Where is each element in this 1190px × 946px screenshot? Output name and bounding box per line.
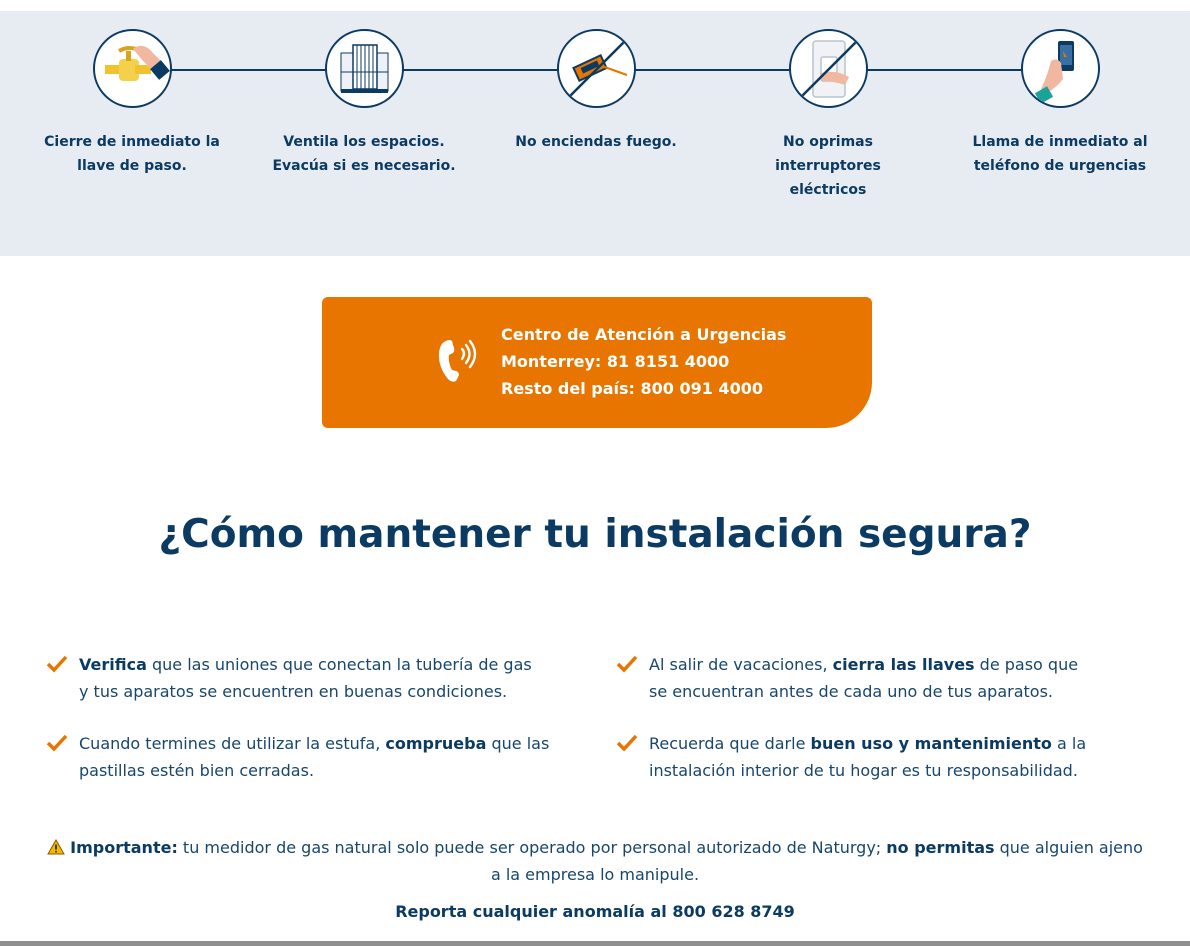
tip-item xyxy=(616,730,1096,784)
step-label-line1: No oprimas interruptores xyxy=(775,134,881,174)
step-label-line1: Cierre de inmediato la xyxy=(44,134,220,150)
step-label-line1: No enciendas fuego. xyxy=(515,134,677,150)
tip-bold: cierra las llaves xyxy=(832,655,975,674)
tip-text: a la instalación interior de tu hogar es tu responsabilidad. xyxy=(649,734,1087,780)
section-heading: ¿Cómo mantener tu instalación segura? xyxy=(158,512,1032,557)
step-label-line1: Ventila los espacios. xyxy=(283,134,445,150)
important-note xyxy=(45,834,1145,888)
note-text-end: que alguien ajeno a la empresa lo manipule. xyxy=(490,838,1143,884)
emergency-title: Centro de Atención a Urgencias xyxy=(501,325,787,344)
step-no-switches xyxy=(728,29,928,202)
tip-item xyxy=(616,651,1096,705)
tip-bold: buen uso y mantenimiento xyxy=(810,734,1052,753)
note-text: tu medidor de gas natural solo puede ser operado por personal autorizado de Naturgy; xyxy=(177,838,887,857)
checkmark-icon xyxy=(46,734,68,752)
no-switch-icon xyxy=(789,29,868,108)
step-no-fire xyxy=(496,29,696,154)
no-matches-icon xyxy=(557,29,636,108)
step-label-line2: eléctricos xyxy=(789,182,867,198)
tip-text: de paso que se encuentran antes de cada uno de tus aparatos. xyxy=(649,655,1079,701)
phone-hand-icon xyxy=(1021,29,1100,108)
step-label-line1: Llama de inmediato al xyxy=(972,134,1148,150)
report-anomaly-link[interactable]: Reporta cualquier anomalía al 800 628 8749 xyxy=(395,902,795,921)
emergency-steps-band xyxy=(0,11,1190,256)
emergency-phone-national[interactable]: Resto del país: 800 091 4000 xyxy=(501,379,763,398)
step-ventilate xyxy=(264,29,464,178)
tip-item xyxy=(46,730,576,784)
tip-item xyxy=(46,651,546,705)
note-warning: no permitas xyxy=(886,838,995,857)
tip-text: que las pastillas estén bien cerradas. xyxy=(79,734,550,780)
warning-icon xyxy=(47,839,65,855)
note-label: Importante: xyxy=(70,838,178,857)
step-label-line2: teléfono de urgencias xyxy=(973,158,1147,174)
step-close-valve xyxy=(32,29,232,178)
tip-text: Cuando termines de utilizar la estufa, xyxy=(79,734,386,753)
step-call xyxy=(960,29,1160,178)
window-icon xyxy=(325,29,404,108)
tip-text: que las uniones que conectan la tubería de gas y tus aparatos se encuentren en buenas condiciones. xyxy=(79,655,532,701)
checkmark-icon xyxy=(46,655,68,673)
emergency-contact-box xyxy=(322,297,872,428)
step-label-line2: Evacúa si es necesario. xyxy=(272,158,456,174)
tip-text: Recuerda que darle xyxy=(649,734,811,753)
tip-bold: comprueba xyxy=(385,734,487,753)
phone-call-icon xyxy=(436,335,480,385)
page-bottom-border xyxy=(0,941,1190,946)
gas-valve-hand-icon xyxy=(93,29,172,108)
checkmark-icon xyxy=(616,734,638,752)
tip-bold: Verifica xyxy=(79,655,147,674)
tip-text: Al salir de vacaciones, xyxy=(649,655,833,674)
checkmark-icon xyxy=(616,655,638,673)
emergency-phone-monterrey[interactable]: Monterrey: 81 8151 4000 xyxy=(501,352,730,371)
step-label-line2: llave de paso. xyxy=(77,158,187,174)
